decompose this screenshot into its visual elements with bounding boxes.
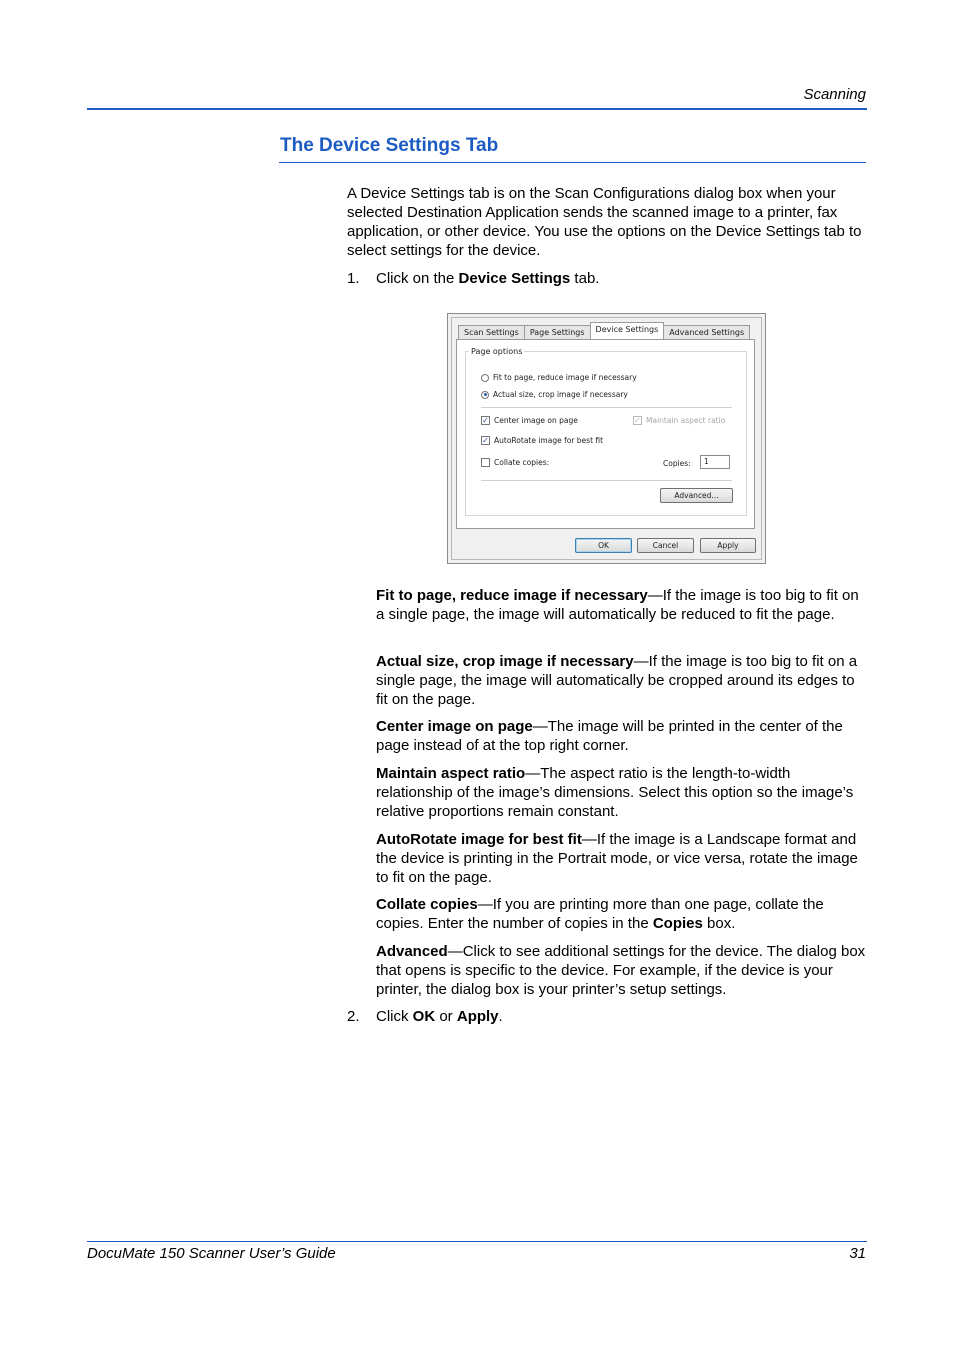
desc-center-image — [376, 717, 867, 755]
step-text: Click on the — [376, 270, 459, 287]
step-number: 1. — [347, 270, 360, 287]
step-text: . — [498, 1008, 503, 1025]
title-rule — [279, 162, 866, 163]
desc-fit-to-page — [376, 586, 867, 624]
desc-term: AutoRotate image for best fit — [376, 831, 582, 848]
checkbox-checked-icon: ✓ — [482, 416, 489, 425]
desc-term: Copies — [652, 915, 703, 932]
desc-autorotate — [376, 830, 867, 887]
advanced-button[interactable]: Advanced... — [660, 488, 733, 503]
check-autorotate[interactable] — [481, 436, 603, 445]
tab-device-settings[interactable]: Device Settings — [590, 322, 665, 339]
step-2 — [347, 1007, 867, 1026]
step-bold: Device Settings — [458, 270, 571, 287]
step-text: Click — [376, 1008, 413, 1025]
separator — [481, 407, 732, 408]
tab-scan-settings[interactable]: Scan Settings — [458, 325, 525, 339]
radio-fit-to-page[interactable] — [481, 373, 637, 382]
desc-term: Center image on page — [376, 718, 533, 735]
desc-term: Maintain aspect ratio — [376, 765, 526, 782]
desc-text: —If you are printing more than one page, collate the copies. Enter the number of copies in the — [376, 896, 824, 932]
checkbox-label: Center image on page — [494, 416, 578, 425]
desc-term: Collate copies — [376, 896, 478, 913]
footer-rule — [87, 1241, 867, 1242]
check-center-image[interactable] — [481, 416, 578, 425]
ok-button[interactable]: OK — [575, 538, 632, 553]
radio-actual-size[interactable] — [481, 390, 628, 399]
radio-icon — [481, 374, 489, 382]
desc-collate — [376, 895, 867, 933]
tab-panel — [456, 339, 755, 529]
device-settings-dialog — [447, 313, 766, 564]
checkbox-label: Maintain aspect ratio — [646, 416, 726, 425]
tab-advanced-settings[interactable]: Advanced Settings — [663, 325, 750, 339]
checkbox-checked-icon: ✓ — [634, 416, 641, 425]
check-maintain-aspect[interactable] — [633, 416, 725, 425]
intro-paragraph: A Device Settings tab is on the Scan Configurations dialog box when your selected Destination Application sends the scanned image to a printer, fax application, or other device. You use the options on the Device Settings tab to select settings for the device. — [347, 185, 862, 259]
desc-term: Advanced — [376, 943, 448, 960]
checkbox-label: Collate copies: — [494, 458, 550, 467]
separator — [481, 480, 732, 481]
step-number: 2. — [347, 1008, 360, 1025]
step-text: or — [435, 1008, 457, 1025]
section-title: The Device Settings Tab — [280, 135, 499, 156]
footer-page-number: 31 — [849, 1245, 866, 1262]
cancel-button[interactable]: Cancel — [637, 538, 694, 553]
desc-text: box. — [702, 915, 736, 932]
desc-term: Actual size, crop image if necessary — [376, 653, 634, 670]
radio-label: Actual size, crop image if necessary — [493, 390, 628, 399]
desc-text: —The image will be printed in the center of the page instead of at the top right corner. — [376, 718, 843, 754]
apply-button[interactable]: Apply — [700, 538, 756, 553]
desc-term: Fit to page, reduce image if necessary — [376, 587, 648, 604]
desc-actual-size — [376, 652, 867, 709]
radio-selected-icon — [481, 391, 489, 399]
desc-advanced — [376, 942, 867, 999]
tab-page-settings[interactable]: Page Settings — [524, 325, 591, 339]
dialog-tabs — [458, 325, 749, 339]
running-header: Scanning — [803, 86, 866, 103]
step-bold: OK — [412, 1008, 436, 1025]
checkbox-checked-icon: ✓ — [482, 436, 489, 445]
step-1 — [347, 269, 867, 288]
desc-text: —If the image is too big to fit on a single page, the image will automatically be cropped around its edges to fit on the page. — [376, 653, 858, 708]
copies-input[interactable]: 1 — [700, 455, 730, 469]
checkbox-icon — [481, 458, 490, 467]
page-options-label: Page options — [471, 347, 523, 356]
copies-label: Copies: — [663, 459, 691, 468]
desc-text: —Click to see additional settings for the device. The dialog box that opens is specific to the device. For example, if the device is your printer, the dialog box is your printer’s setup settings. — [376, 943, 866, 998]
desc-aspect-ratio — [376, 764, 867, 821]
footer-guide-title: DocuMate 150 Scanner User’s Guide — [87, 1245, 336, 1262]
step-text: tab. — [570, 270, 600, 287]
step-bold: Apply — [456, 1008, 499, 1025]
desc-text: —If the image is too big to fit on a single page, the image will automatically be reduced to fit the page. — [376, 587, 859, 623]
header-rule — [87, 108, 867, 110]
desc-text: —If the image is a Landscape format and the device is printing in the Portrait mode, or vice versa, rotate the image to fit on the page. — [376, 831, 858, 886]
radio-label: Fit to page, reduce image if necessary — [493, 373, 637, 382]
check-collate[interactable] — [481, 458, 549, 467]
desc-text: —The aspect ratio is the length-to-width relationship of the image’s dimensions. Select this option so the image’s relative proportions remain constant. — [376, 765, 854, 820]
checkbox-label: AutoRotate image for best fit — [494, 436, 604, 445]
